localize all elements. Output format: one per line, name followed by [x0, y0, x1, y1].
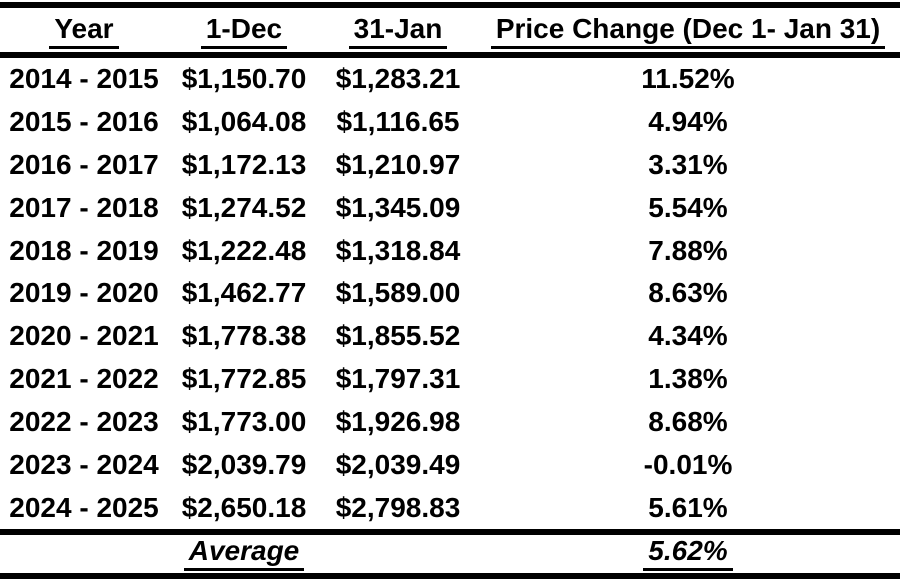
average-label-cell — [168, 537, 320, 571]
cell-year: 2014 - 2015 — [9, 63, 159, 95]
cell-change: 4.94% — [648, 106, 728, 138]
cell-change: 5.54% — [648, 191, 728, 223]
table-row — [0, 315, 900, 358]
table-header-row — [0, 8, 900, 52]
cell-change: 5.61% — [648, 491, 728, 523]
table-row — [0, 443, 900, 486]
cell-change: 8.63% — [648, 277, 728, 309]
cell-dec1: $1,462.77 — [181, 277, 307, 309]
cell-dec1: $1,778.38 — [181, 320, 307, 352]
cell-year: 2020 - 2021 — [9, 320, 159, 352]
table-row — [0, 486, 900, 529]
cell-dec1: $1,772.85 — [181, 363, 307, 395]
cell-change: 1.38% — [648, 363, 728, 395]
cell-dec1: $1,150.70 — [181, 63, 307, 95]
table-row — [0, 58, 900, 101]
header-jan31-label: 31-Jan — [349, 15, 448, 49]
cell-dec1: $1,773.00 — [181, 405, 307, 437]
cell-year: 2021 - 2022 — [9, 363, 159, 395]
cell-year: 2016 - 2017 — [9, 149, 159, 181]
cell-year: 2015 - 2016 — [9, 106, 159, 138]
cell-jan31: $1,589.00 — [335, 277, 461, 309]
header-year-label: Year — [49, 15, 118, 49]
cell-jan31: $2,039.49 — [335, 448, 461, 480]
header-jan31 — [320, 15, 476, 49]
average-value-cell — [476, 537, 900, 571]
cell-dec1: $1,274.52 — [181, 191, 307, 223]
cell-change: 4.34% — [648, 320, 728, 352]
average-row — [0, 535, 900, 573]
cell-year: 2019 - 2020 — [9, 277, 159, 309]
cell-change: 11.52% — [641, 63, 735, 95]
cell-change: -0.01% — [643, 448, 733, 480]
cell-dec1: $1,172.13 — [181, 149, 307, 181]
cell-jan31: $1,116.65 — [336, 106, 460, 138]
cell-jan31: $1,797.31 — [335, 363, 461, 395]
cell-jan31: $2,798.83 — [335, 491, 461, 523]
header-year — [0, 15, 168, 49]
table-row — [0, 101, 900, 144]
cell-jan31: $1,283.21 — [335, 63, 461, 95]
cell-dec1: $1,222.48 — [181, 234, 307, 266]
table-row — [0, 401, 900, 444]
table-body — [0, 58, 900, 529]
table-row — [0, 358, 900, 401]
cell-dec1: $2,039.79 — [181, 448, 307, 480]
average-value: 5.62% — [643, 537, 732, 571]
cell-year: 2022 - 2023 — [9, 405, 159, 437]
cell-year: 2017 - 2018 — [9, 191, 159, 223]
cell-change: 7.88% — [648, 234, 728, 266]
cell-jan31: $1,345.09 — [335, 191, 461, 223]
header-dec1-label: 1-Dec — [201, 15, 287, 49]
header-price-change — [476, 15, 900, 49]
cell-change: 3.31% — [648, 149, 728, 181]
header-price-change-label: Price Change (Dec 1- Jan 31) — [491, 15, 885, 49]
cell-dec1: $2,650.18 — [181, 491, 307, 523]
cell-jan31: $1,318.84 — [335, 234, 461, 266]
table-row — [0, 272, 900, 315]
average-label: Average — [184, 537, 305, 571]
cell-dec1: $1,064.08 — [181, 106, 307, 138]
table-bottom-border — [0, 573, 900, 579]
cell-jan31: $1,855.52 — [335, 320, 461, 352]
cell-jan31: $1,926.98 — [335, 405, 461, 437]
table-row — [0, 144, 900, 187]
cell-change: 8.68% — [648, 405, 728, 437]
table-row — [0, 229, 900, 272]
header-dec1 — [168, 15, 320, 49]
table-row — [0, 186, 900, 229]
cell-year: 2018 - 2019 — [9, 234, 159, 266]
cell-year: 2024 - 2025 — [9, 491, 159, 523]
cell-year: 2023 - 2024 — [9, 448, 159, 480]
cell-jan31: $1,210.97 — [335, 149, 461, 181]
